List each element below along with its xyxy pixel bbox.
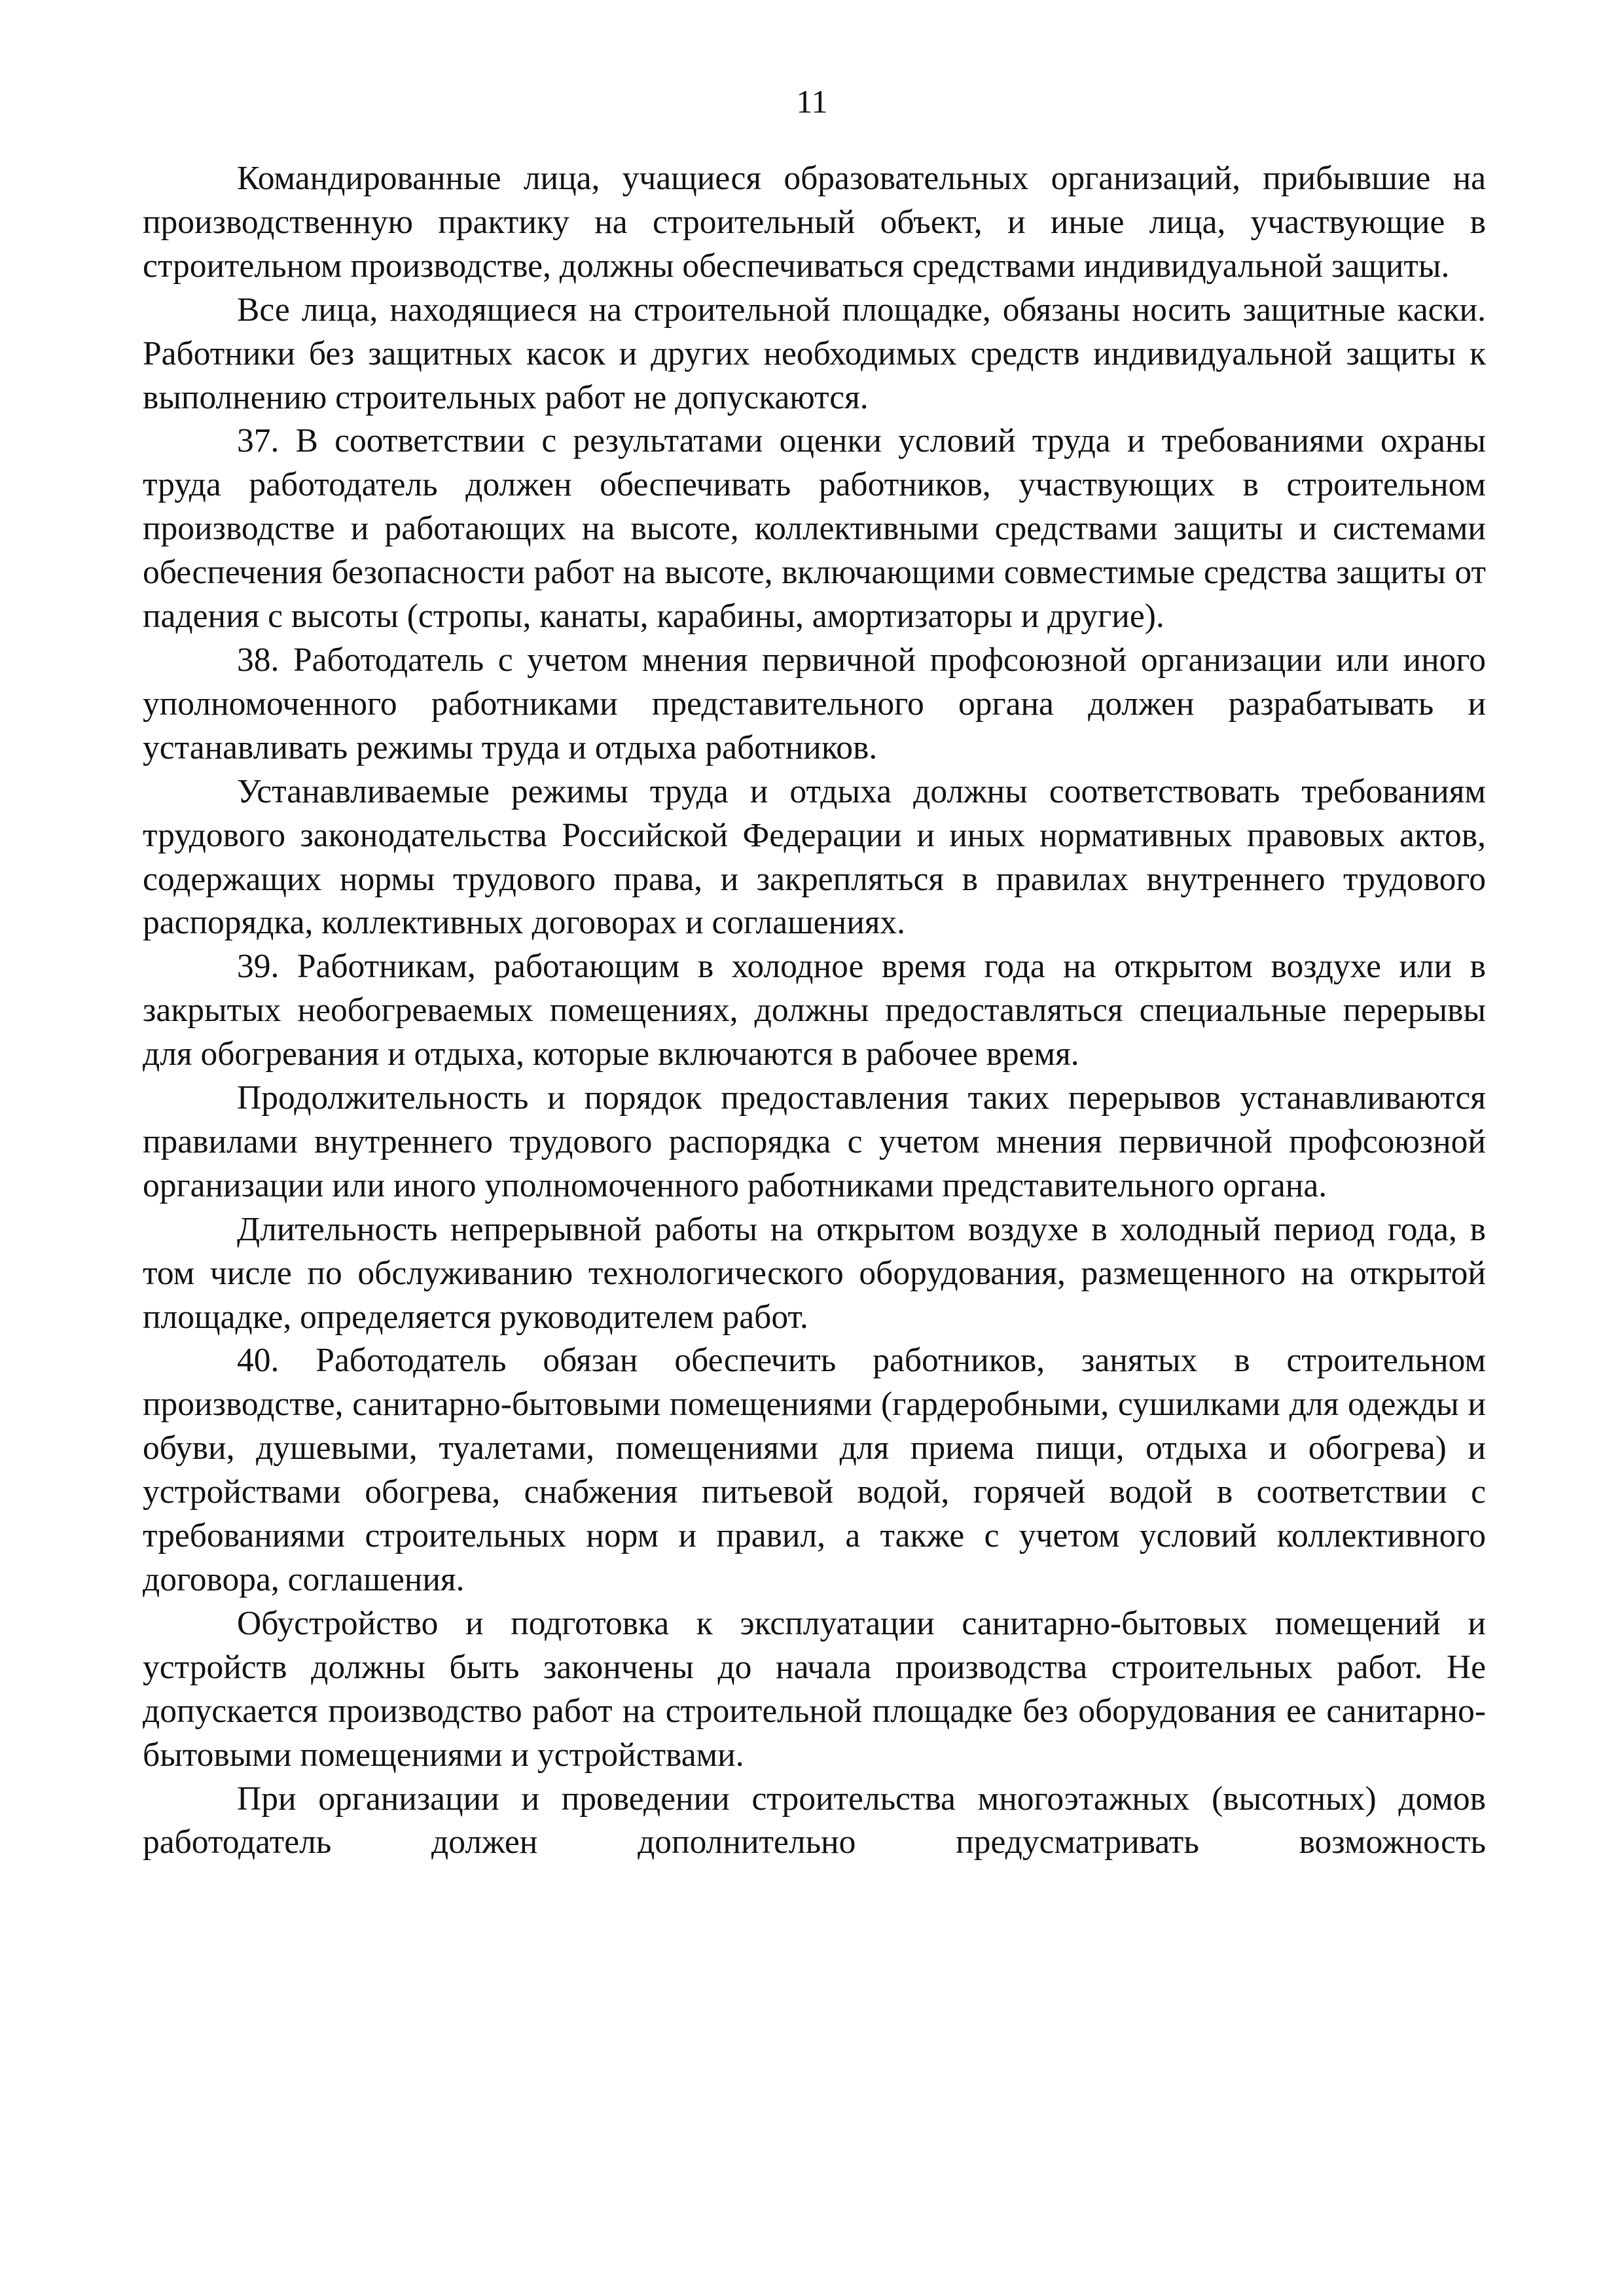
page-number: 11	[796, 83, 828, 120]
paragraph-continuous-work: Длительность непрерывной работы на открытом воздухе в холодный период года, в том числе по обслуживанию технологического оборудования, размещенного на открытой площадке, определяется руководителем работ.	[143, 1210, 1486, 1336]
paragraph-protective-helmets: Все лица, находящиеся на строительной площадке, обязаны носить защитные каски. Работники без защитных касок и других необходимых средств индивидуальной защиты к выполнению строительных работ не допускаются.	[143, 291, 1486, 416]
paragraph-clause-40: 40. Работодатель обязан обеспечить работников, занятых в строительном производстве, санитарно-бытовыми помещениями (гардеробными, сушилками для одежды и обуви, душевыми, туалетами, помещениями для приема пищи, отдыха и обогрева) и устройствами обогрева, снабжения питьевой водой, горячей водой в соответствии с требованиями строительных норм и правил, а также с учетом условий коллективного договора, соглашения.	[143, 1342, 1486, 1598]
paragraph-break-duration: Продолжительность и порядок предоставления таких перерывов устанавливаются правилами внутреннего трудового распорядка с учетом мнения первичной профсоюзной организации или иного уполномоченного работниками представительного органа.	[143, 1079, 1486, 1204]
paragraph-seconded-persons: Командированные лица, учащиеся образовательных организаций, прибывшие на производственную практику на строительный объект, и иные лица, участвующие в строительном производстве, должны обеспечиваться средствами индивидуальной защиты.	[143, 160, 1486, 285]
paragraph-sanitary-facilities: Обустройство и подготовка к эксплуатации санитарно-бытовых помещений и устройств должны быть закончены до начала производства строительных работ. Не допускается производство работ на строительной площадке без оборудования ее санитарно-бытовыми помещениями и устройствами.	[143, 1604, 1486, 1774]
paragraph-clause-39: 39. Работникам, работающим в холодное время года на открытом воздухе или в закрытых необогреваемых помещениях, должны предоставляться специальные перерывы для обогревания и отдыха, которые включаются в рабочее время.	[143, 948, 1486, 1073]
paragraph-clause-38: 38. Работодатель с учетом мнения первичной профсоюзной организации или иного уполномоченного работниками представительного органа должен разрабатывать и устанавливать режимы труда и отдыха работников.	[143, 641, 1486, 766]
paragraph-work-rest-regimes: Устанавливаемые режимы труда и отдыха должны соответствовать требованиям трудового законодательства Российской Федерации и иных нормативных правовых актов, содержащих нормы трудового права, и закрепляться в правилах внутреннего трудового распорядка, коллективных договорах и соглашениях.	[143, 772, 1486, 942]
paragraph-high-rise-construction: При организации и проведении строительства многоэтажных (высотных) домов работодатель должен дополнительно предусматривать возможность	[143, 1780, 1486, 1861]
document-body	[143, 157, 1486, 1865]
paragraph-clause-37: 37. В соответствии с результатами оценки условий труда и требованиями охраны труда работодатель должен обеспечивать работников, участвующих в строительном производстве и работающих на высоте, коллективными средствами защиты и системами обеспечения безопасности работ на высоте, включающими совместимые средства защиты от падения с высоты (стропы, канаты, карабины, амортизаторы и другие).	[143, 422, 1486, 636]
